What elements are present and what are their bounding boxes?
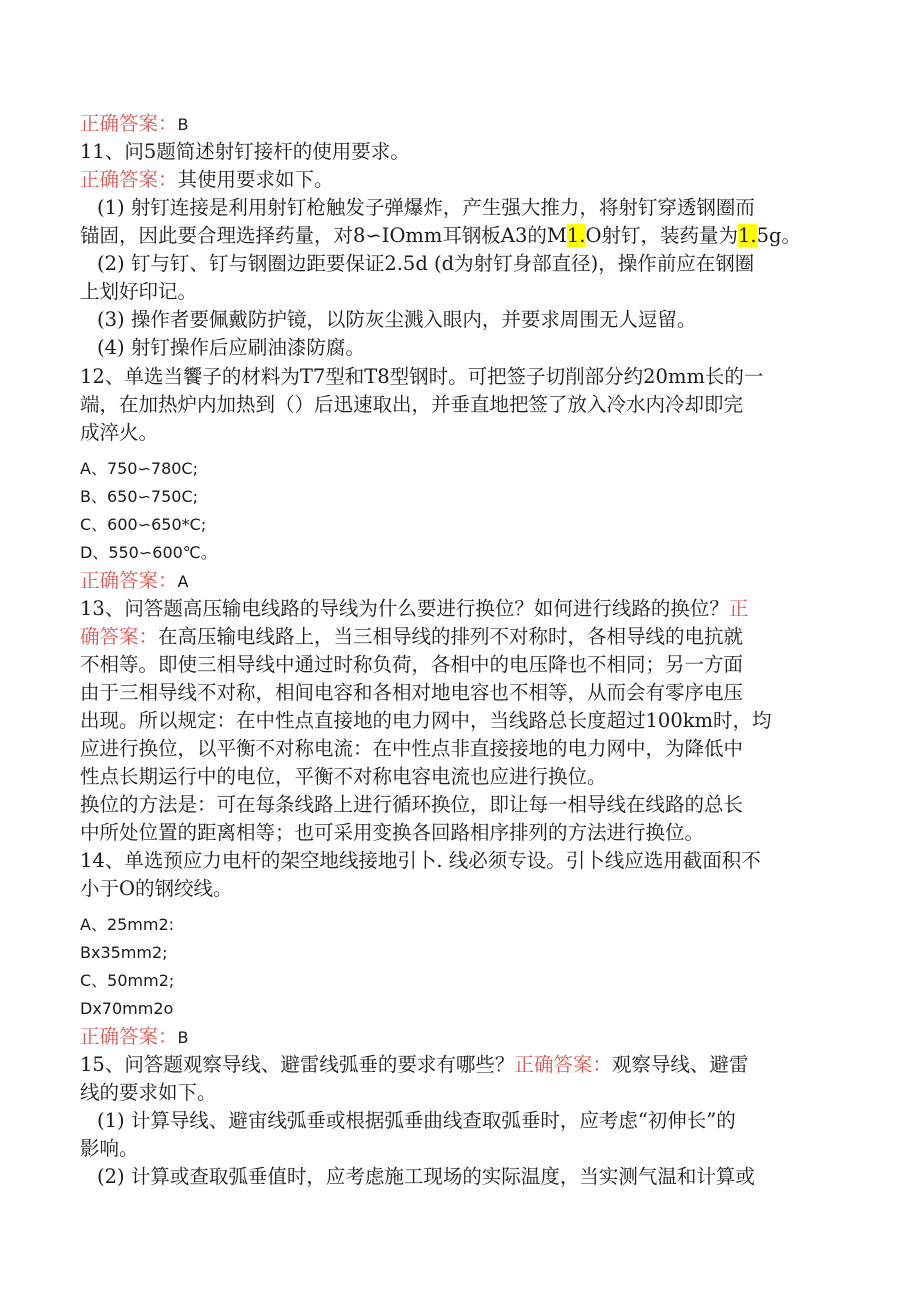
answer-label: 正确答案：: [80, 168, 178, 191]
question-11-title: 11、问5题简述射钉接杆的使用要求。: [80, 140, 410, 163]
text-line: (1) 射钉连接是利用射钉枪触发子弹爆炸，产生强大推力，将射钉穿透钢圈而: [97, 196, 755, 219]
option-a: A、750∽780C;: [80, 459, 198, 478]
option-c: C、50mm2;: [80, 971, 175, 990]
answer-line-q14: [80, 1024, 840, 1050]
question-13-title: [80, 596, 840, 622]
option-d: D、550∽600℃。: [80, 543, 217, 562]
answer-text: 在高压输电线路上，当三相导线的排列不对称时，各相导线的电抗就: [158, 625, 744, 648]
question-14-title: 14、单选预应力电杆的架空地线接地引卜. 线必须专设。引卜线应选用截面积不: [80, 849, 761, 872]
answer-label: 正确答案：: [80, 112, 178, 135]
answer-label: 正确答案：: [80, 569, 178, 592]
highlight-mark: 1.: [737, 224, 757, 247]
answer-line-q12: [80, 568, 840, 594]
answer-text: 观察导线、避雷: [611, 1053, 749, 1076]
answer-value: B: [177, 1028, 189, 1047]
question-15-title: [80, 1052, 840, 1078]
text-line: 线的要求如下。: [80, 1081, 217, 1104]
answer-text: 其使用要求如下。: [177, 168, 334, 191]
answer-value: A: [177, 572, 189, 591]
text-line: 小于O的钢绞线。: [80, 877, 233, 900]
answer-line-q10: [80, 111, 840, 137]
text-line: 不相等。即使三相导线中通过时称负荷，各相中的电压降也不相同；另一方面: [80, 653, 744, 676]
text-line: 性点长期运行中的电位，平衡不对称电容电流也应进行换位。: [80, 765, 607, 788]
text-line: 上划好印记。: [80, 280, 198, 303]
answer-line-q11: [80, 167, 840, 193]
option-d: Dx70mm2o: [80, 999, 174, 1018]
question-12-title: 12、单选当饗子的材料为T7型和T8型钢时。可把签子切削部分约20mm长的一: [80, 365, 764, 388]
option-b: B、650∽750C;: [80, 487, 199, 506]
option-c: C、600∽650*C;: [80, 515, 207, 534]
answer-line-q13: [80, 624, 840, 650]
text-segment: 锚固，因此要合理选择药量，对8∽IOmm耳钢板A3的M: [80, 224, 567, 247]
text-segment: 15、问答题观察导线、避雷线弧垂的要求有哪些？: [80, 1053, 515, 1076]
text-segment: 13、问答题高压输电线路的导线为什么要进行换位？如何进行线路的换位？: [80, 597, 729, 620]
highlight-mark: 1.: [566, 224, 586, 247]
text-line: 中所处位置的距离相等；也可采用变换各回路相序排列的方法进行换位。: [80, 821, 705, 844]
answer-label: 正确答案：: [514, 1053, 612, 1076]
text-line: 端，在加热炉内加热到（）后迅速取出，并垂直地把签了放入冷水内冷却即完: [80, 393, 744, 416]
answer-label-part: 确答案：: [80, 625, 159, 648]
answer-label: 正确答案：: [80, 1025, 178, 1048]
text-line: 应进行换位，以平衡不对称电流：在中性点非直接接地的电力网中，为降低中: [80, 737, 744, 760]
answer-value: B: [177, 115, 189, 134]
text-line: (3) 操作者要佩戴防护镜，以防灰尘溅入眼内，并要求周围无人逗留。: [97, 308, 697, 331]
text-line: (2) 计算或查取弧垂值时，应考虑施工现场的实际温度，当实测气温和计算或: [97, 1165, 755, 1188]
text-line: (1) 计算导线、避宙线弧垂或根据弧垂曲线查取弧垂时，应考虑“初伸长”的: [97, 1109, 736, 1132]
text-line: (2) 钉与钉、钉与钢圈边距要保证2.5d (d为射钉身部直径)，操作前应在钢圈: [97, 252, 755, 275]
text-line: 成淬火。: [80, 421, 159, 444]
text-segment: O射钉，装药量为: [585, 224, 738, 247]
text-line: 由于三相导线不对称，相间电容和各相对地电容也不相等，从而会有零序电压: [80, 681, 744, 704]
text-segment: 5g。: [756, 224, 801, 247]
text-line: 影响。: [80, 1137, 139, 1160]
option-a: A、25mm2:: [80, 915, 175, 934]
text-line: 换位的方法是：可在每条线路上进行循环换位，即让每一相导线在线路的总长: [80, 793, 744, 816]
text-line: (4) 射钉操作后应刷油漆防腐。: [97, 336, 365, 359]
answer-label-part: 正: [728, 597, 749, 620]
option-b: Bx35mm2;: [80, 943, 168, 962]
text-line: 出现。所以规定：在中性点直接地的电力网中，当线路总长度超过100km时，均: [80, 709, 772, 732]
text-line-highlighted: [80, 223, 840, 249]
